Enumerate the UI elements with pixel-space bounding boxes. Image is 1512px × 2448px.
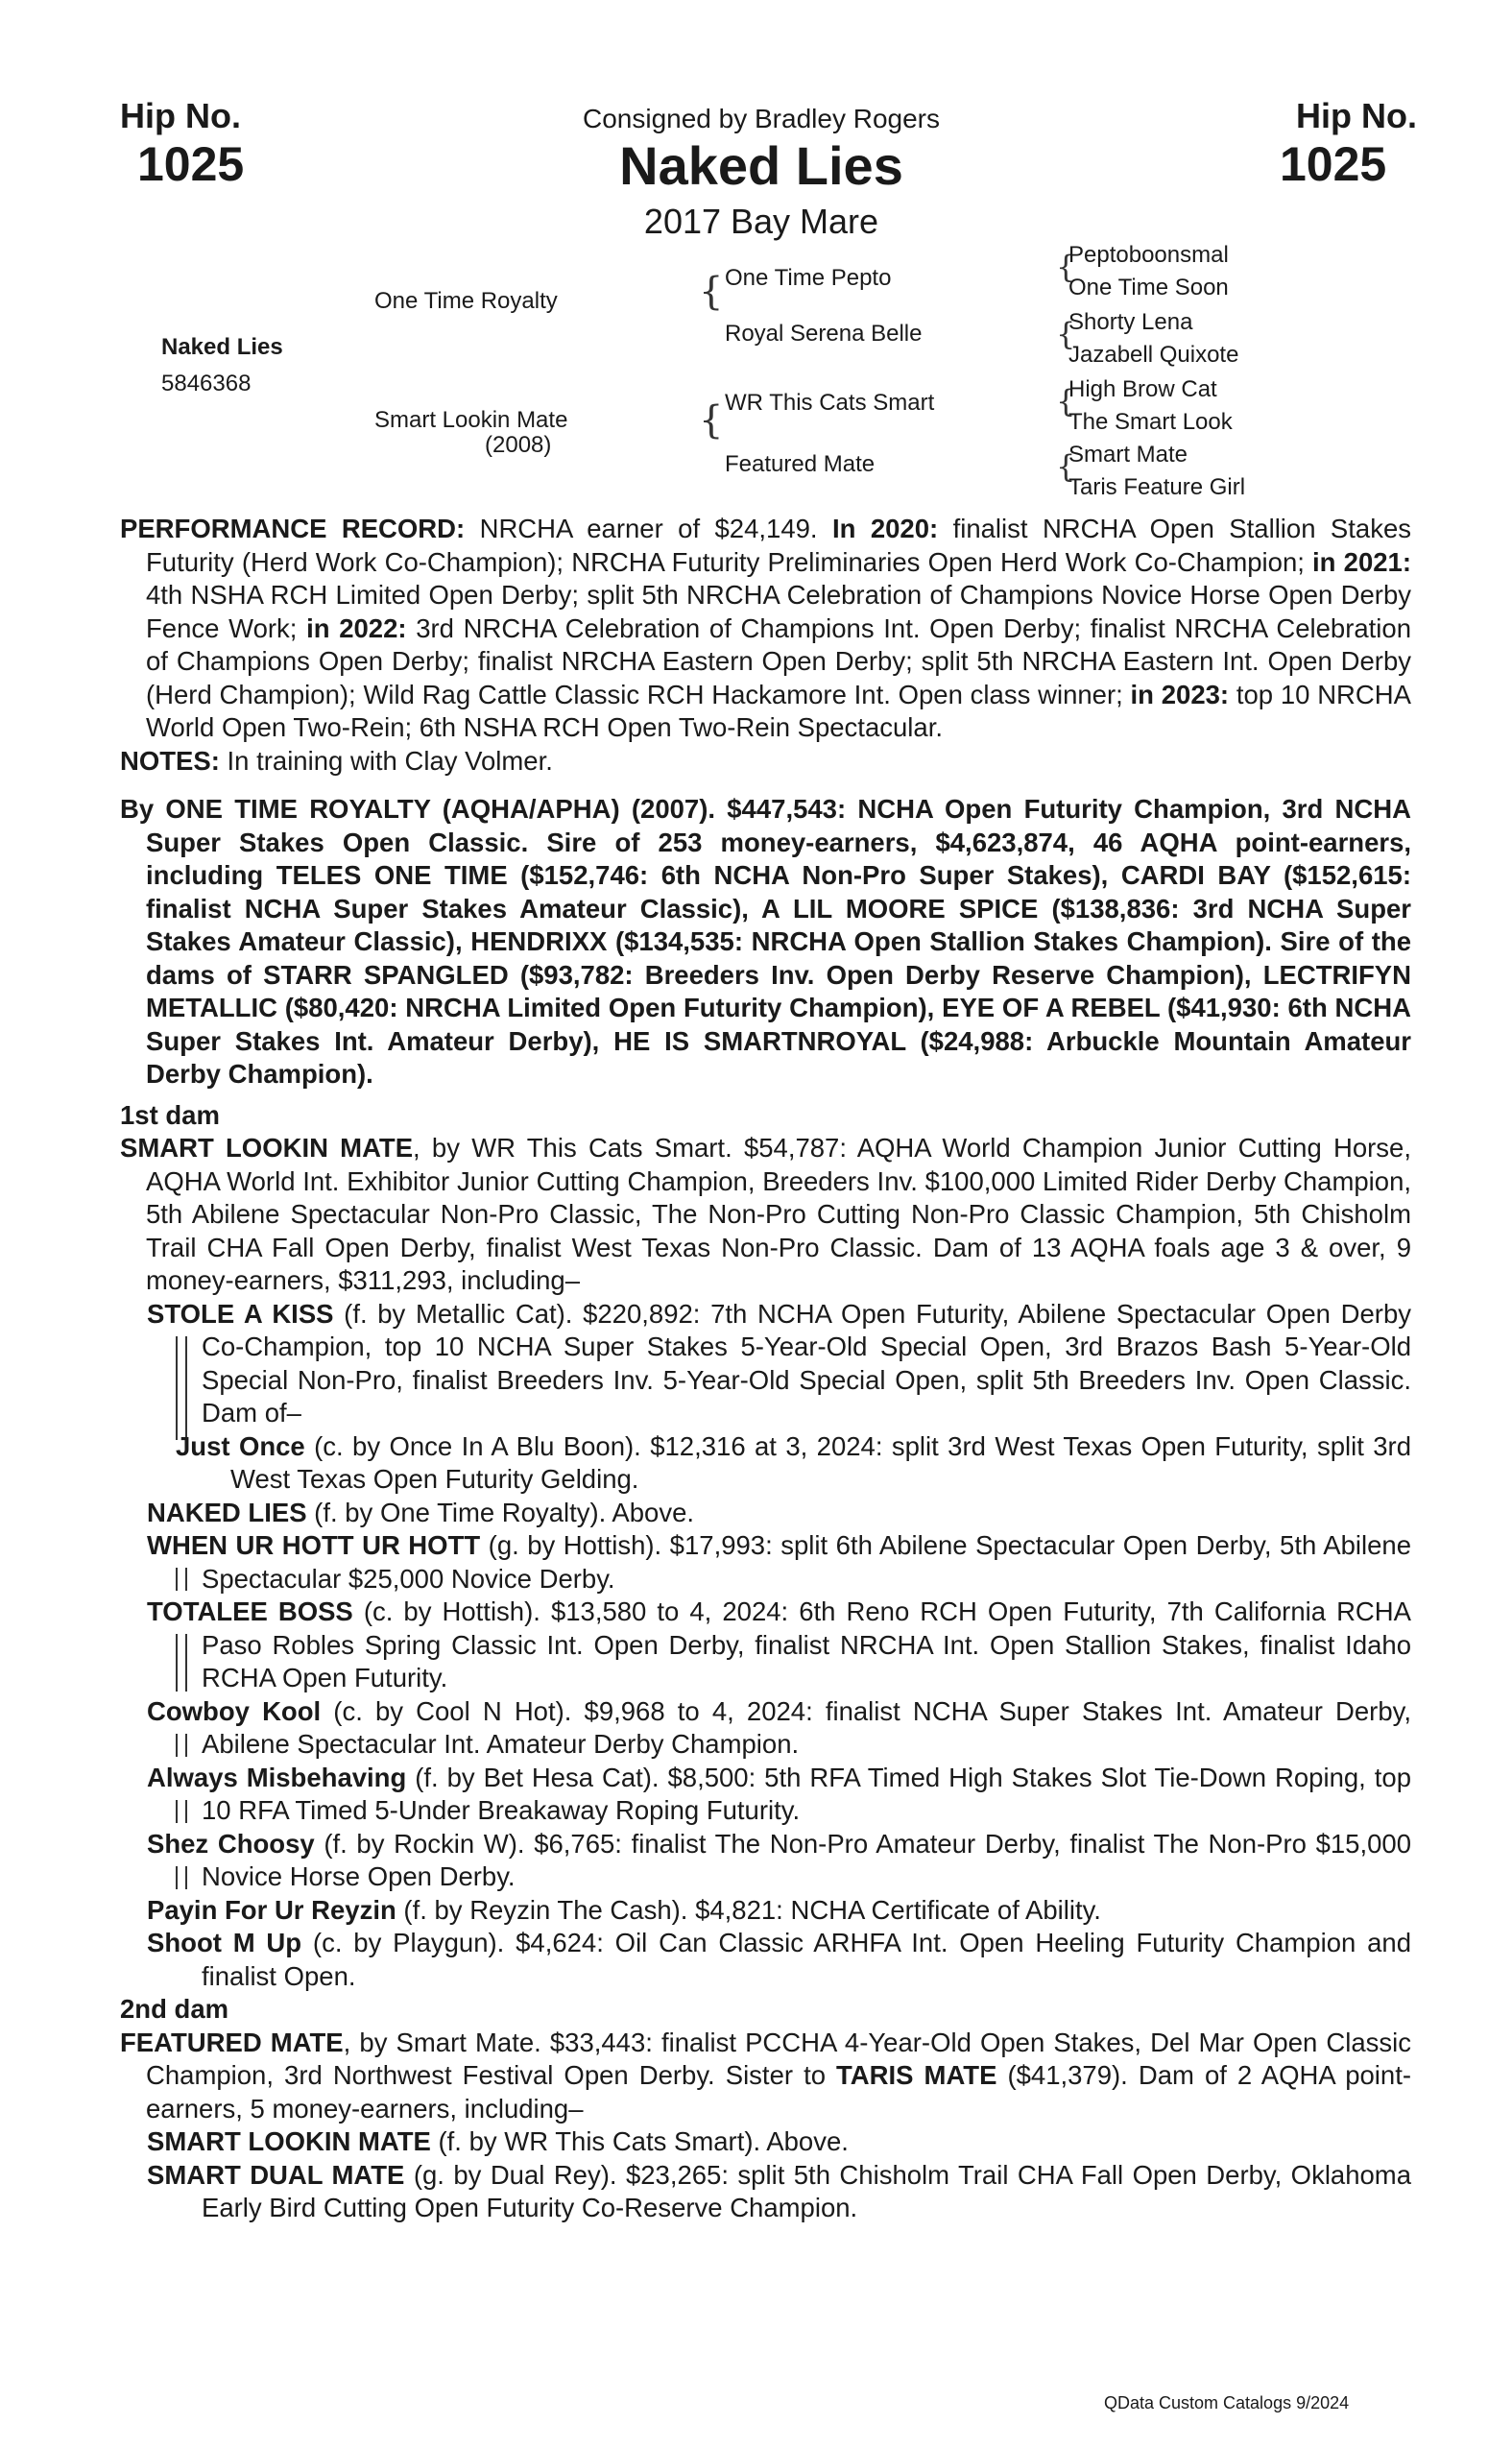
produce-bars	[176, 1866, 187, 1889]
offspring-text: (c. by Playgun). $4,624: Oil Can Classic ARHFA Int. Open Heeling Futurity Champion and finalist Open.	[202, 1928, 1411, 1991]
hip-label-right: Hip No.	[1296, 96, 1417, 135]
second-dam-name: FEATURED MATE	[120, 2027, 344, 2057]
performance-text: 3rd NRCHA Celebration of Champions Int. Open Derby; finalist NRCHA Celebration of Champions Open Derby; finalist NRCHA Eastern Open Derby; split 5th NRCHA Eastern Int. Open Derby (Herd Champion); Wild Rag Cattle Classic RCH Hackamore Int. Open class winner;	[146, 612, 1411, 709]
pedigree-g5: High Brow Cat	[1068, 376, 1217, 402]
offspring-entry	[120, 1927, 1411, 1993]
pedigree-dam: Smart Lookin Mate	[374, 407, 568, 433]
performance-record	[120, 513, 1411, 745]
performance-text: NRCHA earner of $24,149.	[465, 514, 832, 543]
performance-year: in 2023:	[1130, 679, 1230, 709]
performance-text: 4th NSHA RCH Limited Open Derby; split 5th NRCHA Celebration of Champions Novice Horse Open Derby Fence Work;	[146, 580, 1411, 643]
pedigree-g8: Taris Feature Girl	[1068, 474, 1246, 500]
offspring-entry	[120, 2159, 1411, 2225]
offspring-entry	[120, 1298, 1411, 1430]
offspring-name: Shez Choosy	[147, 1828, 315, 1859]
offspring-name: SMART LOOKIN MATE	[147, 2126, 431, 2156]
offspring-text: (g. by Dual Rey). $23,265: split 5th Chisholm Trail CHA Fall Open Derby, Oklahoma Early Bird Cutting Open Futurity Co-Reserve Champion.	[202, 2159, 1412, 2222]
notes	[120, 745, 1411, 779]
offspring-name: Payin For Ur Reyzin	[147, 1894, 396, 1925]
pedigree-g6: The Smart Look	[1068, 409, 1233, 435]
offspring-name: Always Misbehaving	[147, 1762, 407, 1792]
pedigree-dam-year: (2008)	[485, 432, 552, 458]
performance-year: in 2022:	[306, 612, 407, 643]
offspring-name: Shoot M Up	[147, 1928, 302, 1957]
brace-icon: {	[1056, 249, 1076, 285]
grand-offspring-name: Just Once	[176, 1430, 305, 1461]
pedigree-dam-sire: WR This Cats Smart	[725, 390, 935, 416]
offspring-text: (f. by Metallic Cat). $220,892: 7th NCHA Open Futurity, Abilene Spectacular Open Derby Co-Champion, top 10 NCHA Super Stakes 5-Year-Old Special Open, 3rd Brazos Bash 5-Year-Old Special Non-Pro, finalist Breeders Inv. 5-Year-Old Special Open, split 5th Breeders Inv. Open Classic. Dam of–	[202, 1298, 1411, 1428]
produce-bars	[176, 1734, 187, 1757]
second-dam-summary	[120, 2027, 1411, 2126]
first-dam-summary	[120, 1132, 1411, 1298]
hip-number-right: 1025	[1280, 137, 1387, 191]
offspring-text: (c. by Hottish). $13,580 to 4, 2024: 6th Reno RCH Open Futurity, 7th California RCHA Paso Robles Spring Classic Int. Open Derby, finalist NRCHA Int. Open Stallion Stakes, finalist Idaho RCHA Open Futurity.	[202, 1596, 1411, 1692]
notes-text: In training with Clay Volmer.	[219, 745, 553, 776]
horse-name: Naked Lies	[619, 135, 903, 196]
offspring-entry	[120, 1894, 1411, 1928]
offspring-text: (f. by Rockin W). $6,765: finalist The Non-Pro Amateur Derby, finalist The Non-Pro $15,000 Novice Horse Open Derby.	[202, 1828, 1411, 1891]
footer: QData Custom Catalogs 9/2024	[1104, 2393, 1350, 2412]
pedigree-sire-sire: One Time Pepto	[725, 265, 892, 291]
offspring-entry	[120, 1762, 1411, 1828]
offspring-entry	[120, 1497, 1411, 1530]
offspring-name: Cowboy Kool	[147, 1695, 322, 1726]
performance-text: finalist NRCHA Open Stallion Stakes Futurity (Herd Work Co-Champion); NRCHA Futurity Preliminaries Open Herd Work Co-Champion;	[146, 514, 1411, 577]
produce-bars	[176, 1800, 187, 1823]
produce-bars	[176, 1568, 187, 1591]
pedigree-g1: Peptoboonsmal	[1068, 242, 1229, 268]
catalog-body	[120, 513, 1411, 2225]
offspring-text: (f. by One Time Royalty). Above.	[306, 1497, 695, 1527]
offspring-name: SMART DUAL MATE	[147, 2159, 405, 2190]
offspring-entry	[120, 1828, 1411, 1894]
pedigree-g4: Jazabell Quixote	[1068, 342, 1239, 368]
brace-icon: {	[1056, 383, 1076, 420]
performance-text: top 10 NRCHA World Open Two-Rein; 6th NSHA RCH Open Two-Rein Spectacular.	[146, 679, 1411, 742]
offspring-name: NAKED LIES	[147, 1497, 307, 1527]
pedigree-subject-reg: 5846368	[161, 371, 252, 396]
offspring-name: TOTALEE BOSS	[147, 1596, 353, 1626]
performance-year: in 2021:	[1312, 546, 1411, 577]
pedigree-sire: One Time Royalty	[374, 288, 558, 314]
pedigree-g2: One Time Soon	[1068, 275, 1229, 300]
brace-icon: {	[1056, 448, 1076, 485]
brace-icon: {	[699, 270, 724, 314]
first-dam-heading: 1st dam	[120, 1099, 220, 1130]
first-dam-name: SMART LOOKIN MATE	[120, 1133, 414, 1163]
offspring-name: STOLE A KISS	[147, 1298, 334, 1329]
second-dam-text: ($41,379). Dam of 2 AQHA point-earners, 5 money-earners, including–	[146, 2060, 1411, 2124]
pedigree-subject-name: Naked Lies	[161, 334, 283, 360]
offspring-text: (c. by Cool N Hot). $9,968 to 4, 2024: finalist NCHA Super Stakes Int. Amateur Derby, Abilene Spectacular Int. Amateur Derby Champion.	[202, 1695, 1411, 1759]
offspring-entry	[120, 2125, 1411, 2159]
offspring-text: (f. by Bet Hesa Cat). $8,500: 5th RFA Timed High Stakes Slot Tie-Down Roping, top 10 RFA Timed 5-Under Breakaway Roping Futurity.	[202, 1762, 1411, 1825]
grand-offspring-text: (c. by Once In A Blu Boon). $12,316 at 3, 2024: split 3rd West Texas Open Futurity, split 3rd West Texas Open Futurity Gelding.	[230, 1430, 1411, 1494]
performance-label: PERFORMANCE RECORD:	[120, 514, 466, 543]
sister-name: TARIS MATE	[836, 2060, 997, 2090]
offspring-text: (g. by Hottish). $17,993: split 6th Abilene Spectacular Open Derby, 5th Abilene Spectacular $25,000 Novice Derby.	[202, 1530, 1411, 1594]
offspring-entry	[120, 1596, 1411, 1695]
offspring-entry	[120, 1695, 1411, 1762]
produce-bars	[176, 1336, 187, 1440]
pedigree-g7: Smart Mate	[1068, 442, 1188, 468]
produce-bars	[176, 1634, 187, 1692]
brace-icon: {	[1056, 316, 1076, 352]
hip-label-left: Hip No.	[120, 96, 241, 135]
performance-year: In 2020:	[831, 514, 939, 543]
second-dam-heading: 2nd dam	[120, 1994, 229, 2024]
notes-label: NOTES:	[120, 745, 220, 776]
offspring-text: (f. by Reyzin The Cash). $4,821: NCHA Certificate of Ability.	[396, 1894, 1101, 1925]
offspring-text: (f. by WR This Cats Smart). Above.	[430, 2126, 849, 2156]
sire-summary: By ONE TIME ROYALTY (AQHA/APHA) (2007). $447,543: NCHA Open Futurity Champion, 3rd NCHA Super Stakes Open Classic. Sire of 253 money-earners, $4,623,874, 46 AQHA point-earners, including TELES ONE TIME ($152,746: 6th NCHA Non-Pro Super Stakes), CARDI BAY ($152,615: finalist NCHA Super Stakes Amateur Classic), A LIL MOORE SPICE ($138,836: 3rd NCHA Super Stakes Amateur Classic), HENDRIXX ($134,535: NRCHA Open Stallion Stakes Champion). Sire of the dams of STARR SPANGLED ($93,782: Breeders Inv. Open Derby Reserve Champion), LECTRIFYN METALLIC ($80,420: NRCHA Limited Open Futurity Champion), EYE OF A REBEL ($41,930: 6th NCHA Super Stakes Int. Amateur Derby), HE IS SMARTNROYAL ($24,988: Arbuckle Mountain Amateur Derby Champion).	[120, 794, 1411, 1089]
pedigree-dam-dam: Featured Mate	[725, 451, 876, 477]
offspring-name: WHEN UR HOTT UR HOTT	[147, 1530, 481, 1560]
pedigree-sire-dam: Royal Serena Belle	[725, 321, 923, 347]
second-dam-text: , by Smart Mate. $33,443: finalist PCCHA 4-Year-Old Open Stakes, Del Mar Open Classic Champion, 3rd Northwest Festival Open Derby. Sister to	[146, 2027, 1412, 2090]
brace-icon: {	[699, 398, 724, 443]
offspring-entry	[120, 1529, 1411, 1596]
hip-number-left: 1025	[137, 137, 245, 191]
grand-offspring-entry	[120, 1430, 1411, 1497]
pedigree-g3: Shorty Lena	[1068, 309, 1193, 335]
horse-description: 2017 Bay Mare	[643, 202, 879, 241]
first-dam-text: , by WR This Cats Smart. $54,787: AQHA World Champion Junior Cutting Horse, AQHA World Int. Exhibitor Junior Cutting Champion, Breeders Inv. $100,000 Limited Rider Derby Champion, 5th Abilene Spectacular Non-Pro Classic, The Non-Pro Cutting Non-Pro Classic Champion, 5th Chisholm Trail CHA Fall Open Derby, finalist West Texas Non-Pro Classic. Dam of 13 AQHA foals age 3 & over, 9 money-earners, $311,293, including–	[146, 1133, 1411, 1295]
consignor: Consigned by Bradley Rogers	[583, 104, 940, 133]
